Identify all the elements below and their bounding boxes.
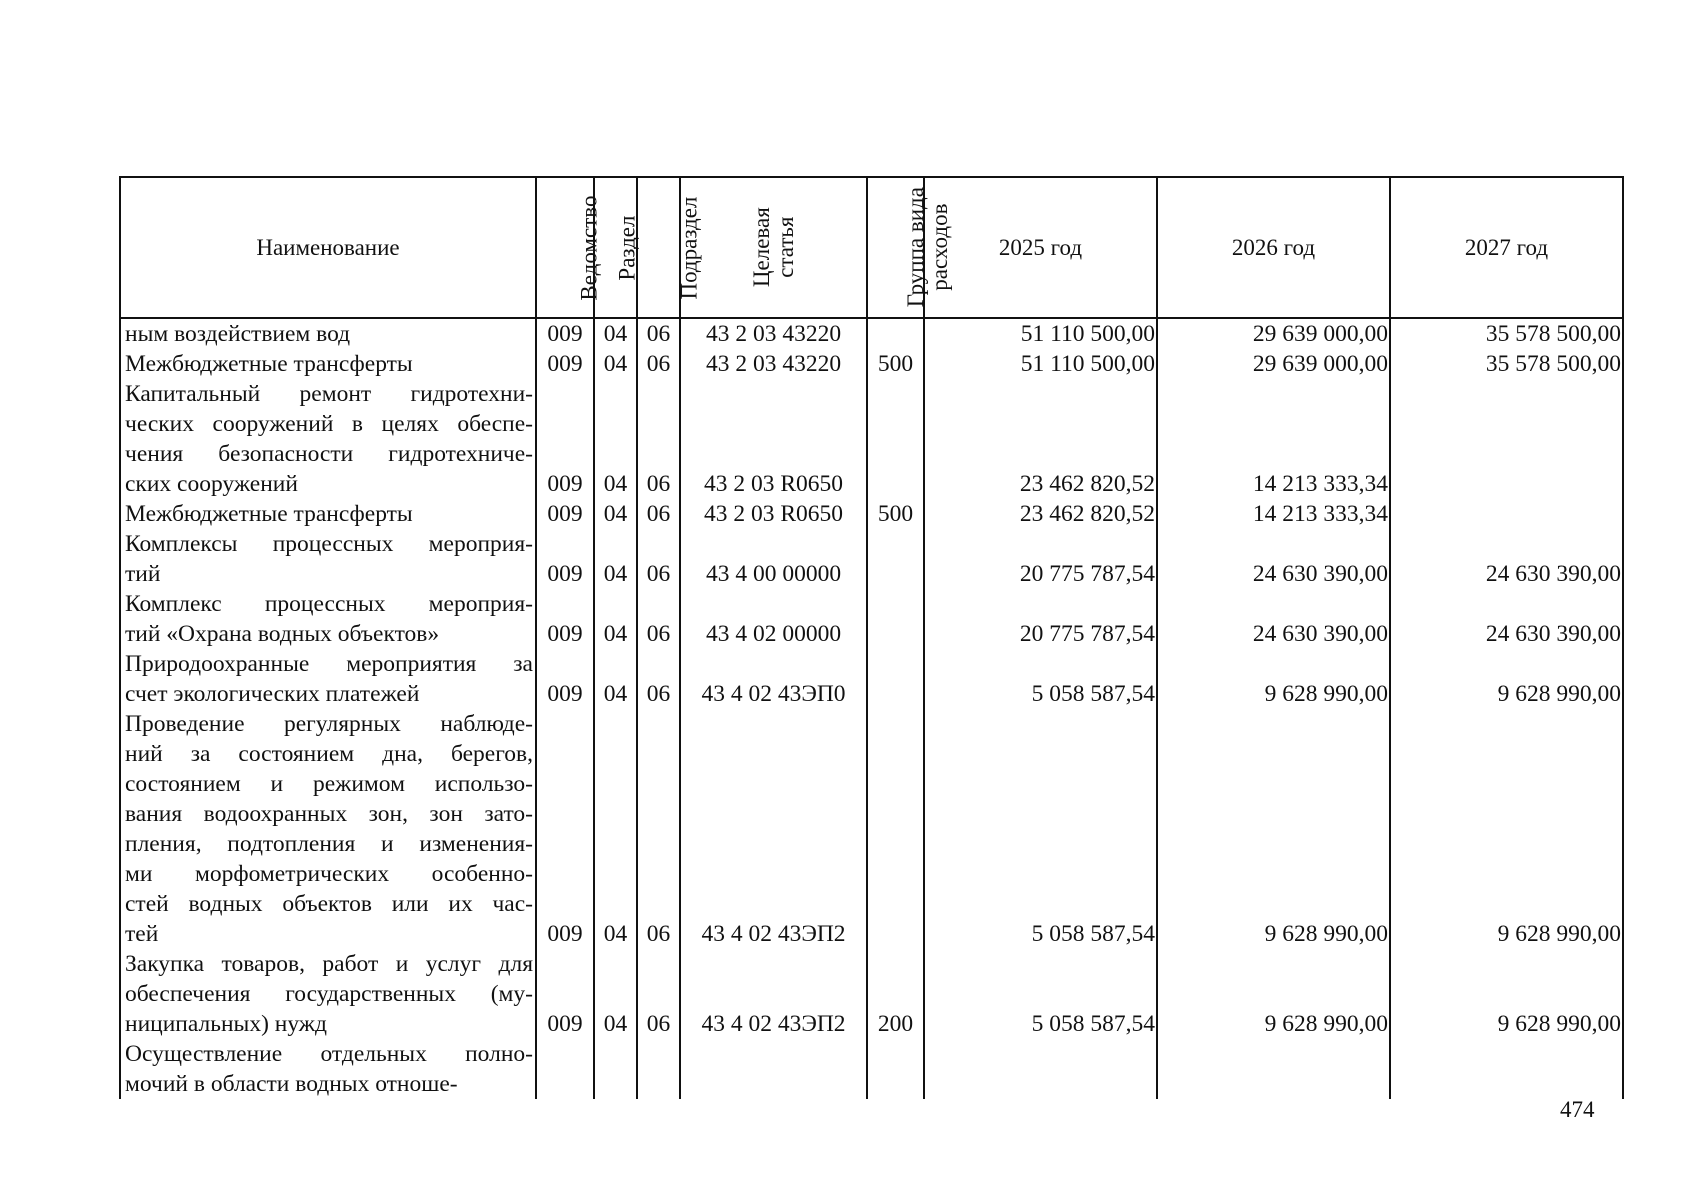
row-name	[120, 709, 536, 949]
row-podrazdel: 06	[637, 379, 680, 499]
row-amount-2025	[924, 1039, 1157, 1099]
row-name-line: ний за состоянием дна, берегов,	[125, 741, 533, 767]
row-podrazdel: 06	[637, 349, 680, 379]
row-amount-2025: 5 058 587,54	[924, 949, 1157, 1039]
row-amount-2026: 14 213 333,34	[1157, 379, 1390, 499]
row-name	[120, 529, 536, 589]
table-row	[120, 589, 1623, 649]
row-amount-2027: 35 578 500,00	[1390, 349, 1623, 379]
row-gruppa-vida-rashodov: 500	[867, 499, 924, 529]
row-amount-2026: 9 628 990,00	[1157, 949, 1390, 1039]
row-amount-2027	[1390, 499, 1623, 529]
row-name-line: ческих сооружений в целях обеспе-	[125, 411, 533, 437]
row-name-line: Закупка товаров, работ и услуг для	[125, 951, 533, 977]
row-name-line: обеспечения государственных (му-	[125, 981, 533, 1007]
row-razdel: 04	[594, 349, 637, 379]
header-2027: 2027 год	[1390, 177, 1623, 318]
row-razdel	[594, 1039, 637, 1099]
row-gruppa-vida-rashodov	[867, 1039, 924, 1099]
row-name	[120, 649, 536, 709]
row-name-line: ми морфометрических особенно-	[125, 861, 533, 887]
row-name	[120, 1039, 536, 1099]
row-amount-2025: 5 058 587,54	[924, 709, 1157, 949]
row-vedomstvo: 009	[536, 379, 594, 499]
row-gruppa-vida-rashodov	[867, 318, 924, 349]
row-name	[120, 949, 536, 1039]
row-name-line: тий	[125, 561, 161, 587]
row-podrazdel	[637, 1039, 680, 1099]
row-gruppa-vida-rashodov: 200	[867, 949, 924, 1039]
row-vedomstvo: 009	[536, 529, 594, 589]
row-amount-2026	[1157, 1039, 1390, 1099]
table-row	[120, 1039, 1623, 1099]
row-name	[120, 318, 536, 349]
row-name-line: Природоохранные мероприятия за	[125, 651, 533, 677]
row-gruppa-vida-rashodov	[867, 709, 924, 949]
header-podrazdel: Подраздел	[637, 177, 680, 318]
row-razdel: 04	[594, 589, 637, 649]
row-name-line: Межбюджетные трансферты	[125, 351, 413, 377]
budget-table	[119, 176, 1624, 1099]
row-amount-2027: 24 630 390,00	[1390, 589, 1623, 649]
row-amount-2026: 24 630 390,00	[1157, 529, 1390, 589]
row-name	[120, 349, 536, 379]
row-tselevaya-statya: 43 2 03 R0650	[680, 499, 867, 529]
row-name-line: Комплекс процессных мероприя-	[125, 591, 533, 617]
row-amount-2025: 20 775 787,54	[924, 589, 1157, 649]
row-vedomstvo: 009	[536, 949, 594, 1039]
row-name	[120, 589, 536, 649]
row-tselevaya-statya: 43 2 03 43220	[680, 349, 867, 379]
table-body	[120, 318, 1623, 1099]
row-name-line: ниципальных) нужд	[125, 1011, 327, 1037]
header-row	[120, 177, 1623, 318]
row-gruppa-vida-rashodov	[867, 379, 924, 499]
row-amount-2027: 9 628 990,00	[1390, 709, 1623, 949]
header-razdel: Раздел	[594, 177, 637, 318]
row-amount-2025: 23 462 820,52	[924, 499, 1157, 529]
row-name-line: мочий в области водных отноше-	[125, 1071, 458, 1097]
header-tselevaya-statya: Целевая статья	[680, 177, 867, 318]
row-name-line: пления, подтопления и изменения-	[125, 831, 533, 857]
row-amount-2026: 29 639 000,00	[1157, 318, 1390, 349]
row-name-line: Комплексы процессных мероприя-	[125, 531, 533, 557]
header-2025: 2025 год	[924, 177, 1157, 318]
table-row	[120, 499, 1623, 529]
row-amount-2025: 20 775 787,54	[924, 529, 1157, 589]
row-amount-2027: 9 628 990,00	[1390, 649, 1623, 709]
row-name	[120, 379, 536, 499]
row-name-line: стей водных объектов или их час-	[125, 891, 533, 917]
row-podrazdel: 06	[637, 529, 680, 589]
row-amount-2026: 9 628 990,00	[1157, 709, 1390, 949]
row-name-line: Межбюджетные трансферты	[125, 501, 413, 527]
row-podrazdel: 06	[637, 709, 680, 949]
row-vedomstvo: 009	[536, 649, 594, 709]
row-amount-2025: 51 110 500,00	[924, 318, 1157, 349]
row-name-line: чения безопасности гидротехниче-	[125, 441, 533, 467]
header-name: Наименование	[120, 177, 536, 318]
row-vedomstvo: 009	[536, 589, 594, 649]
row-name-line: ным воздействием вод	[125, 321, 351, 347]
row-amount-2026: 9 628 990,00	[1157, 649, 1390, 709]
row-amount-2026: 14 213 333,34	[1157, 499, 1390, 529]
row-gruppa-vida-rashodov: 500	[867, 349, 924, 379]
row-podrazdel: 06	[637, 949, 680, 1039]
row-name-line: вания водоохранных зон, зон зато-	[125, 801, 533, 827]
row-amount-2027	[1390, 379, 1623, 499]
row-name	[120, 499, 536, 529]
row-vedomstvo: 009	[536, 318, 594, 349]
page-number: 474	[1560, 1097, 1595, 1122]
row-tselevaya-statya: 43 4 00 00000	[680, 529, 867, 589]
row-vedomstvo	[536, 1039, 594, 1099]
row-gruppa-vida-rashodov	[867, 649, 924, 709]
table-row	[120, 318, 1623, 349]
row-amount-2025: 23 462 820,52	[924, 379, 1157, 499]
row-podrazdel: 06	[637, 649, 680, 709]
row-amount-2027: 35 578 500,00	[1390, 318, 1623, 349]
row-amount-2027	[1390, 1039, 1623, 1099]
row-razdel: 04	[594, 649, 637, 709]
row-name-line: ских сооружений	[125, 471, 298, 497]
row-amount-2025: 51 110 500,00	[924, 349, 1157, 379]
row-razdel: 04	[594, 499, 637, 529]
row-name-line: тей	[125, 921, 159, 947]
header-gruppa-vida-rashodov: Группа вида расходов	[867, 177, 924, 318]
row-razdel: 04	[594, 529, 637, 589]
row-vedomstvo: 009	[536, 709, 594, 949]
row-amount-2027: 9 628 990,00	[1390, 949, 1623, 1039]
row-vedomstvo: 009	[536, 349, 594, 379]
row-amount-2026: 29 639 000,00	[1157, 349, 1390, 379]
row-name-line: состоянием и режимом использо-	[125, 771, 533, 797]
table-row	[120, 529, 1623, 589]
row-razdel: 04	[594, 709, 637, 949]
row-tselevaya-statya: 43 4 02 43ЭП0	[680, 649, 867, 709]
row-name-line: Капитальный ремонт гидротехни-	[125, 381, 533, 407]
row-name-line: Осуществление отдельных полно-	[125, 1041, 533, 1067]
row-name-line: счет экологических платежей	[125, 681, 420, 707]
row-tselevaya-statya	[680, 1039, 867, 1099]
row-podrazdel: 06	[637, 318, 680, 349]
row-razdel: 04	[594, 949, 637, 1039]
row-name-line: Проведение регулярных наблюде-	[125, 711, 533, 737]
row-podrazdel: 06	[637, 589, 680, 649]
row-tselevaya-statya: 43 4 02 43ЭП2	[680, 709, 867, 949]
table-row	[120, 349, 1623, 379]
row-tselevaya-statya: 43 2 03 43220	[680, 318, 867, 349]
row-amount-2025: 5 058 587,54	[924, 649, 1157, 709]
row-gruppa-vida-rashodov	[867, 529, 924, 589]
table-row	[120, 709, 1623, 949]
row-amount-2026: 24 630 390,00	[1157, 589, 1390, 649]
row-razdel: 04	[594, 318, 637, 349]
table-row	[120, 379, 1623, 499]
row-name-line: тий «Охрана водных объектов»	[125, 621, 440, 647]
row-tselevaya-statya: 43 4 02 43ЭП2	[680, 949, 867, 1039]
table-row	[120, 649, 1623, 709]
row-amount-2027: 24 630 390,00	[1390, 529, 1623, 589]
row-podrazdel: 06	[637, 499, 680, 529]
row-razdel: 04	[594, 379, 637, 499]
row-gruppa-vida-rashodov	[867, 589, 924, 649]
row-tselevaya-statya: 43 4 02 00000	[680, 589, 867, 649]
header-vedomstvo: Ведомство	[536, 177, 594, 318]
header-2026: 2026 год	[1157, 177, 1390, 318]
row-tselevaya-statya: 43 2 03 R0650	[680, 379, 867, 499]
table-row	[120, 949, 1623, 1039]
row-vedomstvo: 009	[536, 499, 594, 529]
